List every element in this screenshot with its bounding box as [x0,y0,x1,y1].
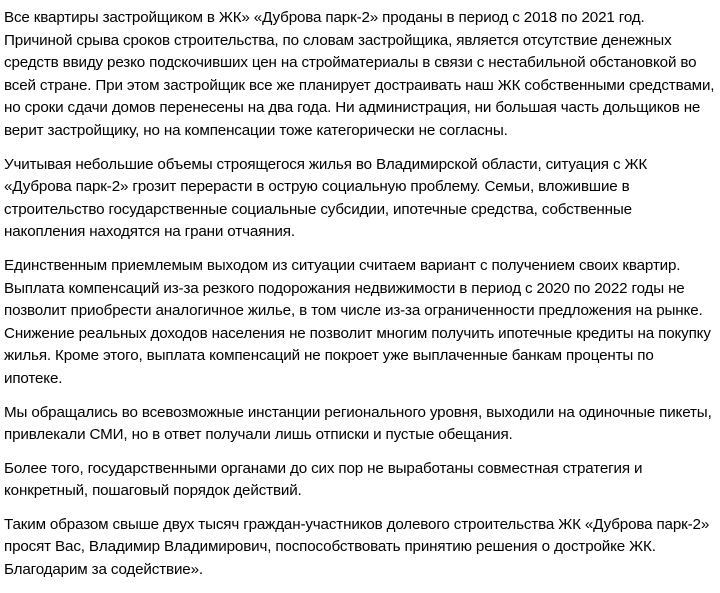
paragraph-6: Таким образом свыше двух тысяч граждан-участников долевого строительства ЖК «Дуброва парк-2» просят Вас, Владимир Владимирович, поспособствовать принятию решения о достройке ЖК. Благодарим за содействие». [4,515,710,579]
paragraph-5: Более того, государственными органами до сих пор не выработаны совместная стратегия и конкретный, пошаговый порядок действий. [4,459,643,500]
paragraph-1: Все квартиры застройщиком в ЖК» «Дуброва парк-2» проданы в период с 2018 по 2021 год. Причиной срыва сроков строительства, по словам застройщика, является отсутствие денежных средств ввиду резко подскочивших цен на стройматериалы в связи с нестабильной обстановкой во всей стране. При этом застройщик все же планирует достраивать наш ЖК собственными средствами, но сроки сдачи домов перенесены на два года. Ни администрация, ни большая часть дольщиков не верит застройщику, но на компенсации тоже категорически не согласны. [4,9,715,139]
document-body [4,7,716,593]
paragraph-2: Учитывая небольшие объемы строящегося жилья во Владимирской области, ситуация с ЖК «Дуброва парк-2» грозит перерасти в острую социальную проблему. Семьи, вложившие в строительство государственные социальные субсидии, ипотечные средства, собственные накопления находятся на грани отчаяния. [4,155,648,241]
paragraph-3: Единственным приемлемым выходом из ситуации считаем вариант с получением своих квартир. Выплата компенсаций из-за резкого подорожания недвижимости в период с 2020 по 2022 годы не позволит приобрести аналогичное жилье, в том числе из-за ограниченности предложения на рынке. Снижение реальных доходов населения не позволит многим получить ипотечные кредиты на покупку жилья. Кроме этого, выплата компенсаций не покроет уже выплаченные банкам проценты по ипотеке. [4,256,711,387]
paragraph-4: Мы обращались во всевозможные инстанции регионального уровня, выходили на одиночные пикеты, привлекали СМИ, но в ответ получали лишь отписки и пустые обещания. [4,403,712,444]
